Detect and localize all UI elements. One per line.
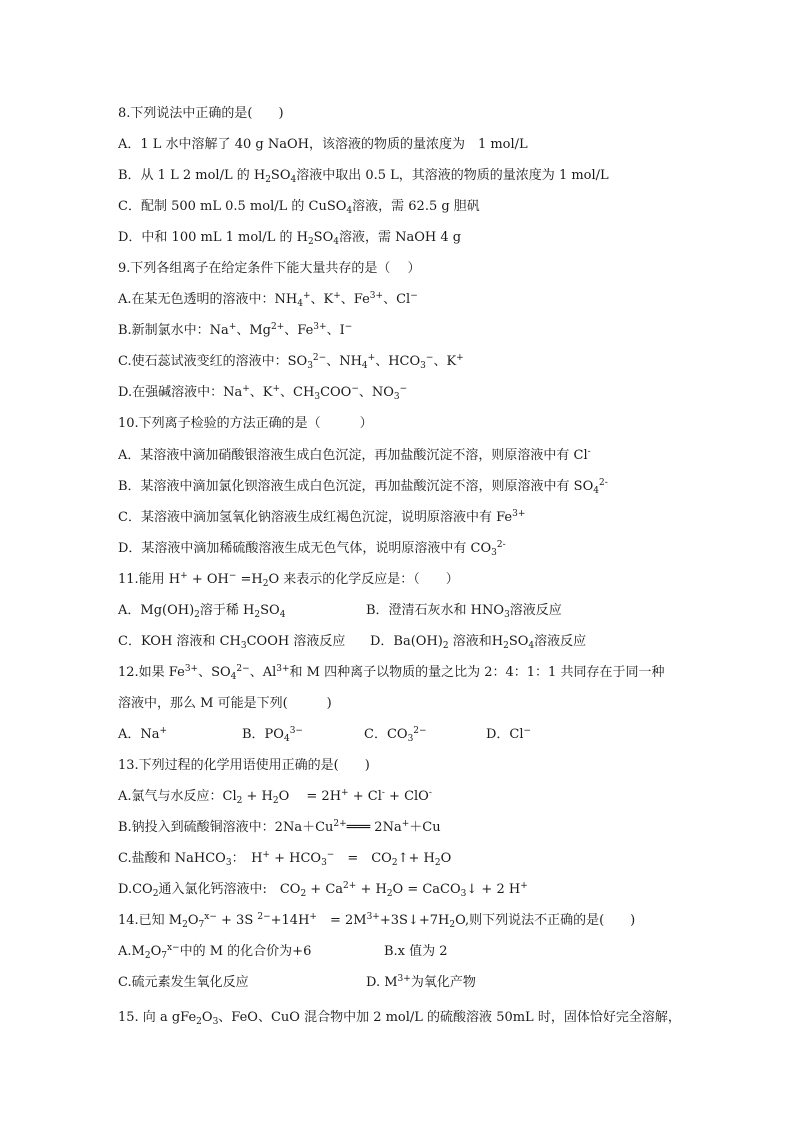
q11-option-b: B．澄清石灰水和 $HNO_3$溶液反应 <box>366 603 562 620</box>
q10-option-d: D．某溶液中滴加稀硫酸溶液生成无色气体，说明原溶液中有 $CO_3^{2-}$ <box>118 540 506 558</box>
q11-stem: 11.能用 $H^+ + OH^- =H_2O$ 来表示的化学反应是：（ ） <box>118 571 459 589</box>
q13-option-a: A.氯气与水反应：$Cl_2 + H_2O$ = 2H+ + Cl- + ClO- <box>118 788 432 806</box>
q14-option-b: B.x 值为 2 <box>384 944 448 959</box>
q13-stem: 13.下列过程的化学用语使用正确的是( ) <box>118 758 370 773</box>
q12-option-b: B．$PO_4^{3-}$ <box>242 726 303 744</box>
q12-option-d: D．Cl− <box>486 726 532 742</box>
q13-option-b: B.钠投入到硫酸铜溶液中：$2Na+Cu^{2+}═══$ 2Na+＋Cu <box>118 819 441 835</box>
q13-option-c: C.盐酸和 NaHCO$_3$： $H^+ + HCO_3^-$ = $CO_2↑+ H_2O$ <box>118 850 452 868</box>
q12-stem-line2: 溶液中，那么 M 可能是下列( ) <box>118 696 332 711</box>
q10-option-b: B．某溶液中滴加氯化钡溶液生成白色沉淀，再加盐酸沉淀不溶，则原溶液中有 $SO_4^{2-}$ <box>118 478 608 496</box>
q12-option-c: C．$CO_3^{2-}$ <box>364 726 427 744</box>
q11-option-d: D．$Ba(OH)_2$ 溶液和$H_2SO_4$溶液反应 <box>370 634 587 651</box>
q8-option-c: C．配制 500 mL 0.5 mol/L 的 CuSO$_4$溶液，需 62.5 g 胆矾 <box>118 199 480 216</box>
q8-option-b: B．从 1 L 2 mol/L 的 $H_2SO_4$溶液中取出 0.5 L，其溶液的物质的量浓度为 1 mol/L <box>118 168 609 185</box>
q11-option-c: C．KOH 溶液和 $CH_3COOH$ 溶液反应 <box>118 634 346 651</box>
q13-option-d: $D.CO_2$通入氯化钙溶液中: $CO_2 + Ca^{2+} + H_2O$ = CaCO$_3$↓ + 2 H+ <box>118 881 528 899</box>
q9-option-a: A.在某无色透明的溶液中：$NH_4^+$、K+、$Fe^{3+}$、Cl− <box>118 291 418 309</box>
q14-option-a: $A.M_2O_7^{x-}$中的 M 的化合价为+6 <box>118 943 312 961</box>
q14-option-c: C.硫元素发生氧化反应 <box>118 975 249 990</box>
q10-option-a: A．某溶液中滴加硝酸银溶液生成白色沉淀，再加盐酸沉淀不溶，则原溶液中有 Cl- <box>118 447 591 463</box>
q8-option-d: D．中和 100 mL 1 mol/L 的 $H_2SO_4$溶液，需 NaOH 4 g <box>118 230 462 247</box>
q9-option-d: D.在强碱溶液中：Na+、K+、$CH_3COO^-$、$NO_3^-$ <box>118 384 408 402</box>
q14-stem: 14.已知 $M_2O_7^{x-} + 3S$ $^{2-}$+14H+ = $2M^{3+}+3S↓+7H_2O$,则下列说法不正确的是( ) <box>118 912 636 930</box>
q15-stem: 15. 向 a $gFe_2O_3$、FeO、CuO 混合物中加 2 mol/L 的硫酸溶液 50mL 时，固体恰好完全溶解， <box>118 1010 681 1027</box>
q8-option-a: A．1 L 水中溶解了 40 g NaOH，该溶液的物质的量浓度为 1 mol/L <box>118 137 528 152</box>
q12-stem-line1: 12.如果 $Fe^{3+}$、$SO_4^{2-}$、$Al^{3+}$和 M 四种离子以物质的量之比为 2：4：1：1 共同存在于同一种 <box>118 664 665 682</box>
q10-option-c: C．某溶液中滴加氢氧化钠溶液生成红褐色沉淀，说明原溶液中有 $Fe^{3+}$ <box>118 509 526 525</box>
q9-option-b: B.新制氯水中：Na+、$Mg^{2+}$、$Fe^{3+}$、I− <box>118 322 353 338</box>
q10-stem: 10.下列离子检验的方法正确的是（ ） <box>118 416 373 431</box>
q9-option-c: C.使石蕊试液变红的溶液中：$SO_3^{2-}$、$NH_4^+$、$HCO_3^-$、K+ <box>118 353 464 371</box>
q9-stem: 9.下列各组离子在给定条件下能大量共存的是（ ） <box>118 261 421 276</box>
q8-stem: 8.下列说法中正确的是( ) <box>118 106 284 121</box>
q14-option-d: D. $M^{3+}$为氧化产物 <box>366 974 476 990</box>
q12-option-a: A．Na+ <box>118 726 168 742</box>
q11-option-a: A．$Mg(OH)_2$溶于稀 $H_2SO_4$ <box>118 603 286 620</box>
